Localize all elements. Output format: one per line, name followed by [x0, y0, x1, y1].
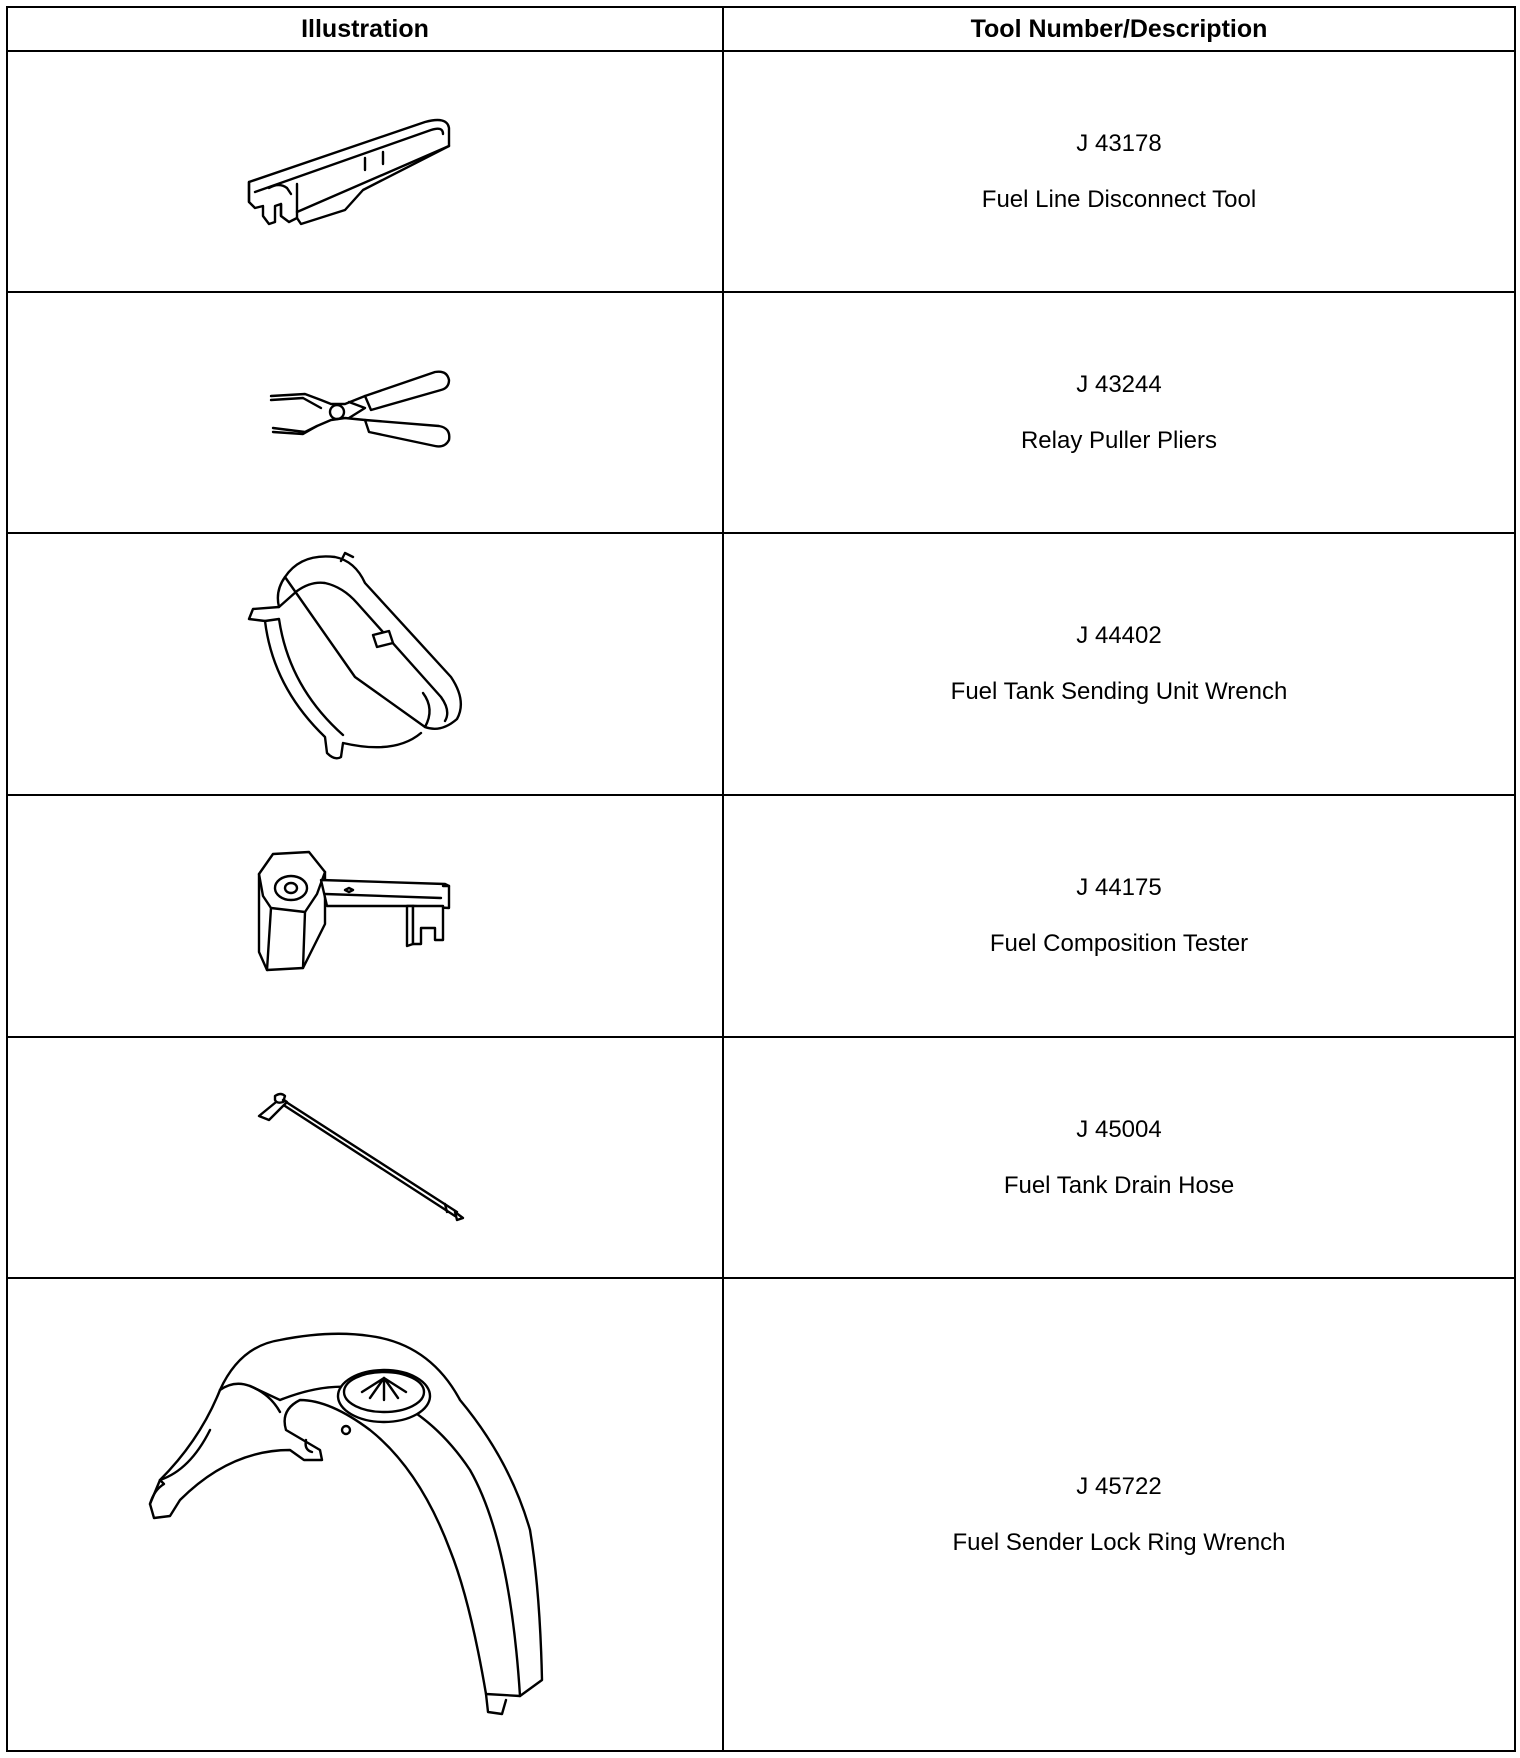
description-cell: [723, 1037, 1515, 1278]
header-tool-description: Tool Number/Description: [723, 7, 1515, 51]
table-header-row: [7, 7, 1515, 51]
table-row: [7, 533, 1515, 795]
special-tools-table: [6, 6, 1516, 1752]
tool-description: Fuel Line Disconnect Tool: [981, 185, 1257, 213]
tool-number: J 43178: [1076, 129, 1162, 157]
table-row: [7, 292, 1515, 533]
tool-description: Fuel Composition Tester: [989, 930, 1249, 957]
description-cell: [723, 1278, 1515, 1751]
fuel-composition-tester-icon: [245, 846, 485, 986]
table-row: [7, 795, 1515, 1037]
relay-puller-pliers-icon: [265, 368, 465, 458]
table-row: [7, 1278, 1515, 1751]
table-row: [7, 1037, 1515, 1278]
description-cell: [723, 292, 1515, 533]
tool-number: J 44402: [1076, 622, 1162, 649]
illustration-cell: [7, 51, 723, 292]
description-cell: [723, 533, 1515, 795]
tool-number: J 44175: [1076, 874, 1162, 901]
illustration-cell: [7, 1037, 723, 1278]
lock-ring-wrench-icon: [130, 1300, 600, 1730]
tool-description: Fuel Sender Lock Ring Wrench: [952, 1528, 1286, 1556]
tool-description: Fuel Tank Sending Unit Wrench: [950, 678, 1288, 705]
table-row: [7, 51, 1515, 292]
tool-description: Relay Puller Pliers: [1020, 426, 1218, 454]
illustration-cell: [7, 533, 723, 795]
fuel-line-disconnect-tool-icon: [235, 112, 495, 232]
tool-description: Fuel Tank Drain Hose: [1003, 1171, 1235, 1199]
illustration-cell: [7, 795, 723, 1037]
drain-hose-icon: [255, 1088, 475, 1228]
illustration-cell: [7, 292, 723, 533]
description-cell: [723, 51, 1515, 292]
tool-number: J 45722: [1076, 1472, 1162, 1500]
header-illustration: Illustration: [7, 7, 723, 51]
tool-number: J 45004: [1076, 1115, 1162, 1143]
description-cell: [723, 795, 1515, 1037]
tool-number: J 43244: [1076, 370, 1162, 398]
illustration-cell: [7, 1278, 723, 1751]
sending-unit-wrench-icon: [245, 547, 485, 782]
